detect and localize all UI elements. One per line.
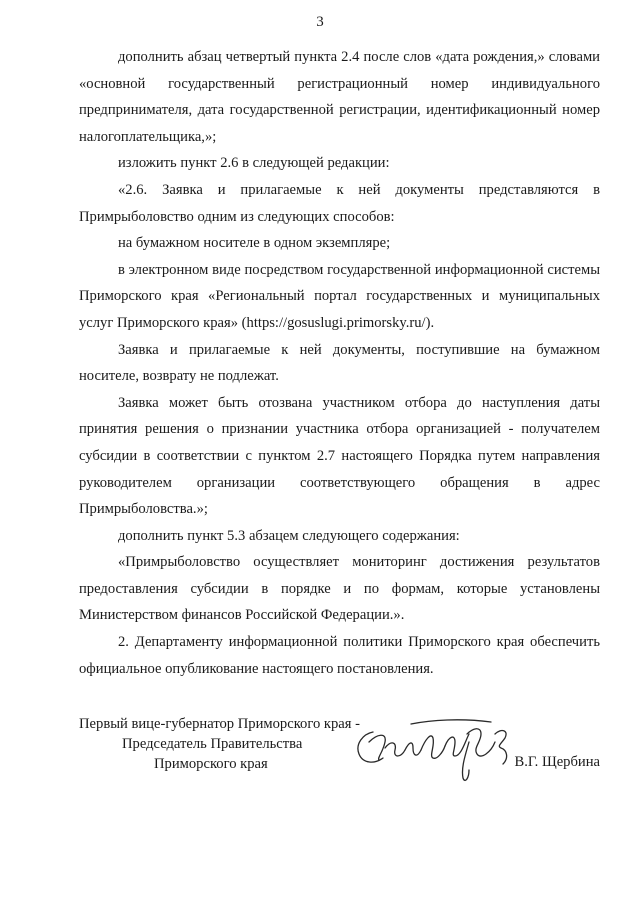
signatory-name: В.Г. Щербина [514,754,600,770]
paragraph: дополнить пункт 5.3 абзацем следующего содержания: [118,527,460,544]
handwritten-signature [351,712,526,792]
paragraph: на бумажном носителе в одном экземпляре; [118,235,391,252]
signatory-position-line-2: Председатель Правительства [122,736,303,752]
signature-block [79,714,600,794]
paragraph: дополнить абзац четвертый пункта 2.4 после слов «дата рождения,» словами «основной государственный регистрационный номер индивидуального предпринимателя, дата государственной регистрации, идентификационный номер налогоплательщика,»; [79,49,600,145]
paragraph: Заявка может быть отозвана участником отбора до наступления даты принятия решения о признании участника отбора организацией - получателем субсидии в соответствии с пунктом 2.7 настоящего Порядка путем направления руководителем организации соответствующего обращения в адрес Примрыболовства.»; [79,394,600,518]
signatory-position-line-3: Приморского края [154,756,268,772]
document-body [79,44,600,682]
page-number: 3 [316,14,324,30]
paragraph: 2. Департаменту информационной политики Приморского края обеспечить официальное опубликование настоящего постановления. [79,634,600,677]
paragraph: в электронном виде посредством государственной информационной системы Приморского края «Региональный портал государственных и муниципальных услуг Приморского края» (https://gosuslugi.primorsky.ru/). [79,261,600,331]
paragraph: Заявка и прилагаемые к ней документы, поступившие на бумажном носителе, возврату не подлежат. [79,341,600,385]
paragraph: «2.6. Заявка и прилагаемые к ней документы представляются в Примрыболовство одним из следующих способов: [79,181,600,225]
signatory-position-line-1: Первый вице-губернатор Приморского края - [79,716,361,732]
paragraph: изложить пункт 2.6 в следующей редакции: [118,155,390,172]
paragraph: «Примрыболовство осуществляет мониторинг достижения результатов предоставления субсидии в порядке и по формам, которые установлены Министерством финансов Российской Федерации.». [79,554,600,624]
